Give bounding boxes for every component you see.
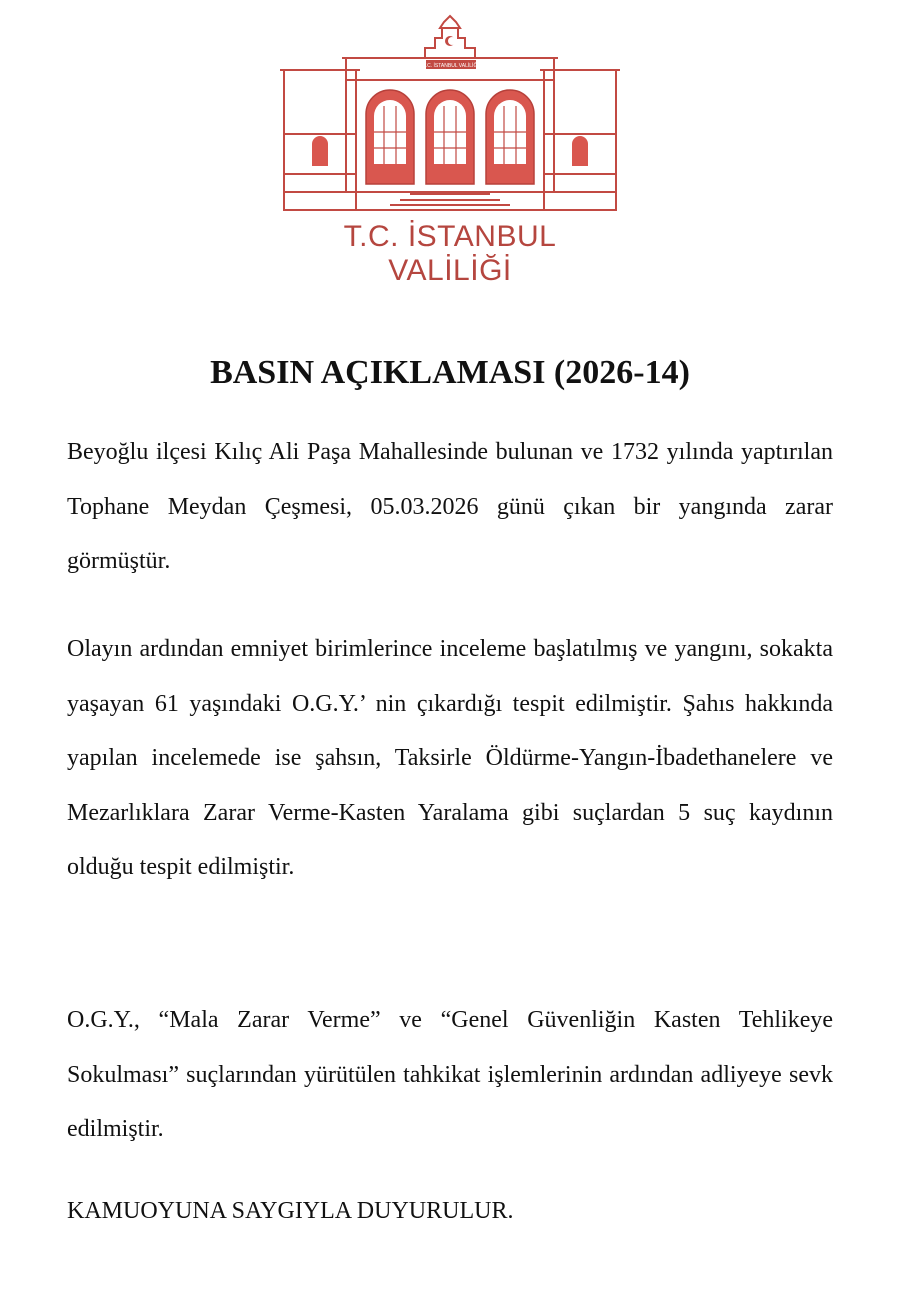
paragraph-3: O.G.Y., “Mala Zarar Verme” ve “Genel Güvenliğin Kasten Tehlikeye Sokulması” suçlarından yürütülen tahkikat işlemlerinin ardından adliyeye sevk edilmiştir. xyxy=(67,1007,833,1142)
istanbul-governorship-logo xyxy=(280,14,620,287)
logo-plaque-text: T.C. İSTANBUL VALİLİĞİ xyxy=(423,63,479,69)
closing-statement: KAMUOYUNA SAYGIYLA DUYURULUR. xyxy=(67,1198,514,1224)
governorship-building-icon xyxy=(280,14,620,219)
page-title: BASIN AÇIKLAMASI (2026-14) xyxy=(210,354,690,391)
logo-caption: T.C. İSTANBUL VALİLİĞİ xyxy=(343,220,557,287)
paragraph-1: Beyoğlu ilçesi Kılıç Ali Paşa Mahallesinde bulunan ve 1732 yılında yaptırılan Tophane Meydan Çeşmesi, 05.03.2026 günü çıkan bir yangında zarar görmüştür. xyxy=(67,439,833,574)
paragraph-2: Olayın ardından emniyet birimlerince inceleme başlatılmış ve yangını, sokakta yaşayan 61 yaşındaki O.G.Y.’ nin çıkardığı tespit edilmiştir. Şahıs hakkında yapılan incelemede ise şahsın, Taksirle Öldürme-Yangın-İbadethanelere ve Mezarlıklara Zarar Verme-Kasten Yaralama gibi suçlardan 5 suç kaydının olduğu tespit edilmiştir. xyxy=(67,636,833,880)
